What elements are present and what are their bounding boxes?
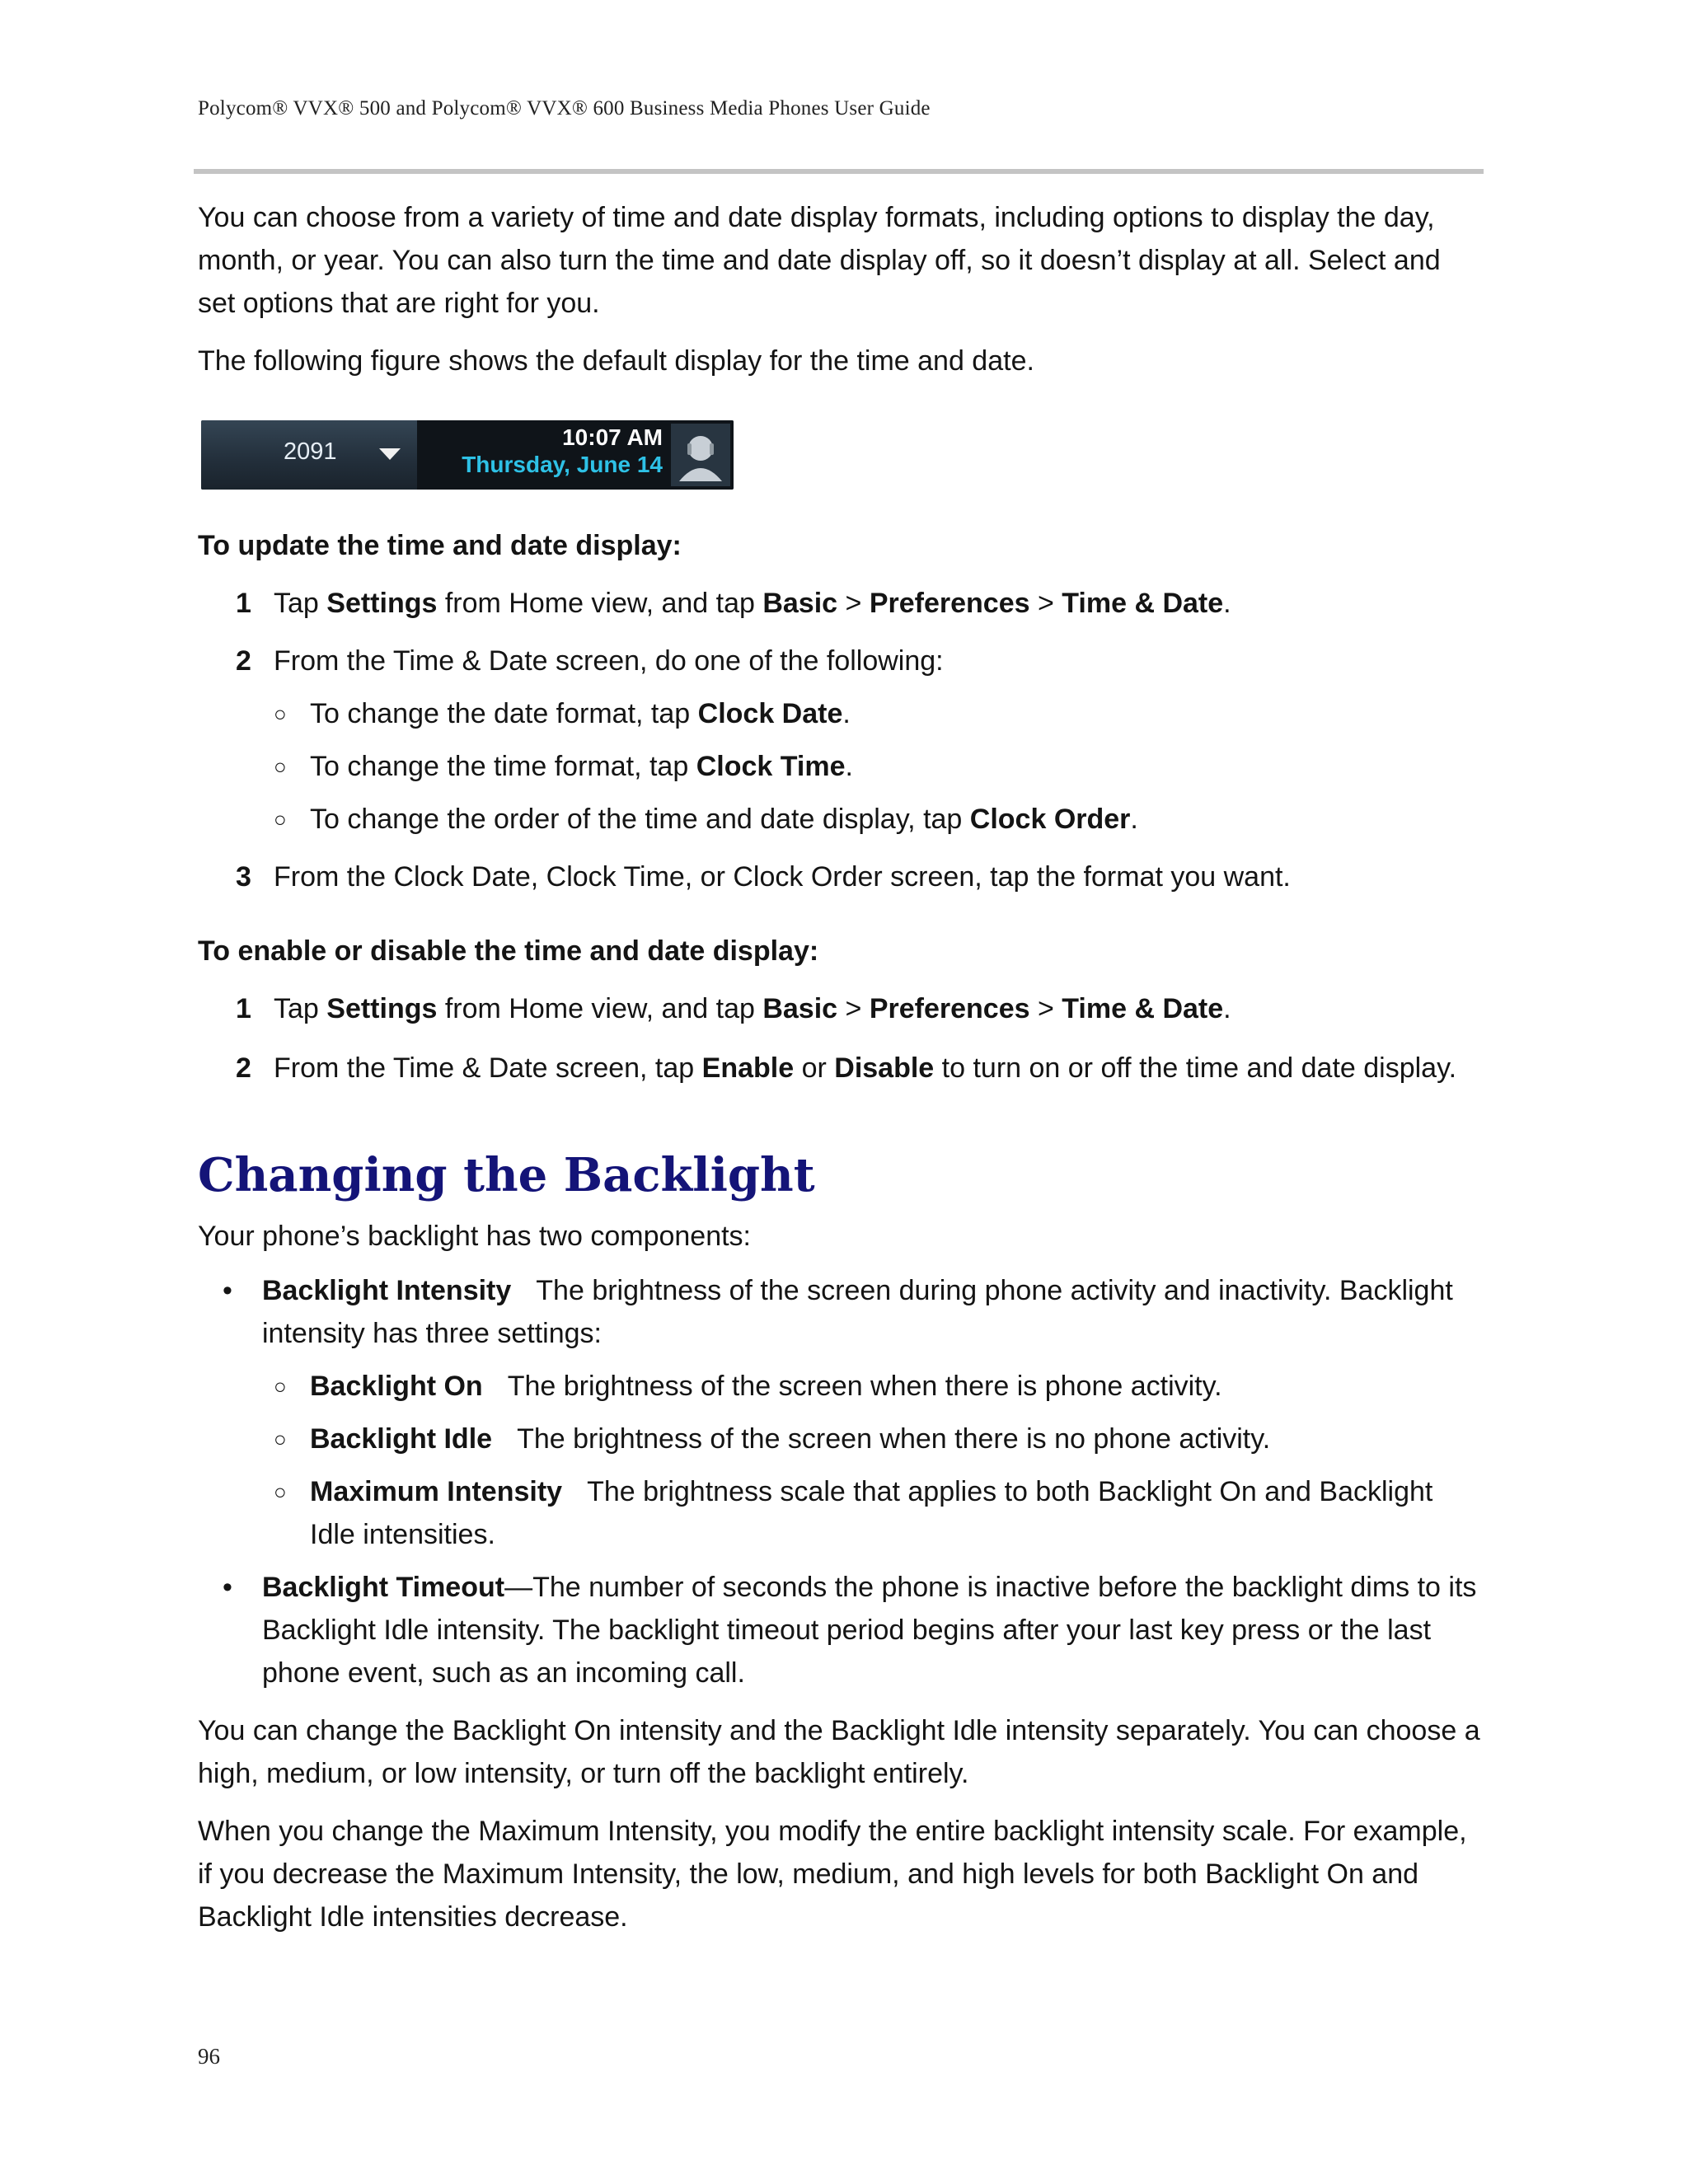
step-number: 1 xyxy=(236,588,251,619)
contact-avatar-icon xyxy=(671,424,730,486)
intro-paragraph: You can choose from a variety of time and date display formats, including options to display the day, month, or year. You can also turn the time and date display off, so it doesn’t display at all. Select and set options that are right for you. xyxy=(198,202,1441,319)
step-text: or xyxy=(794,1052,835,1084)
term: Backlight On xyxy=(310,1371,483,1402)
step-text: from Home view, and tap xyxy=(437,993,763,1024)
settings-label: Settings xyxy=(326,993,438,1024)
step-number: 2 xyxy=(236,645,251,677)
substep-text: To change the date format, tap xyxy=(310,698,698,729)
substep-text: To change the time format, tap xyxy=(310,751,696,782)
time-date-label: Time & Date xyxy=(1062,588,1224,619)
step-text: From the Time & Date screen, do one of the following: xyxy=(274,645,944,677)
bullet-icon: • xyxy=(223,1572,232,1603)
circle-bullet-icon: ○ xyxy=(274,807,287,832)
separator: > xyxy=(1029,993,1062,1024)
header-rule xyxy=(194,169,1484,174)
chevron-down-icon xyxy=(379,448,401,460)
step-text: . xyxy=(1223,993,1231,1024)
term: Backlight Timeout xyxy=(262,1572,505,1603)
definition: The brightness of the screen when there is no phone activity. xyxy=(517,1423,1271,1455)
update-substep-clock-date xyxy=(198,692,1484,735)
term: Backlight Intensity xyxy=(262,1275,512,1306)
step-text: Tap xyxy=(274,993,327,1024)
enable-step-2 xyxy=(198,1047,1484,1090)
step-text: Tap xyxy=(274,588,327,619)
definition: —The number of seconds the phone is inactive before the backlight dims to its Backlight Idle intensity. The backlight timeout period begins after your last key press or the last phone event, such as an incoming call. xyxy=(262,1572,1477,1689)
separator: > xyxy=(1029,588,1062,619)
step-number: 1 xyxy=(236,993,251,1024)
bullet-backlight-timeout xyxy=(198,1566,1484,1694)
substep-text: . xyxy=(1130,804,1138,835)
subbullet-backlight-idle xyxy=(198,1418,1484,1460)
step-number: 2 xyxy=(236,1052,251,1084)
settings-label: Settings xyxy=(326,588,438,619)
substep-text: . xyxy=(842,698,851,729)
step-text: From the Time & Date screen, tap xyxy=(274,1052,702,1084)
preferences-label: Preferences xyxy=(869,588,1030,619)
update-substep-clock-time xyxy=(198,745,1484,788)
disable-label: Disable xyxy=(834,1052,935,1084)
line-number: 2091 xyxy=(284,438,337,465)
preferences-label: Preferences xyxy=(869,993,1030,1024)
definition: The brightness scale that applies to both Backlight On and Backlight Idle intensities. xyxy=(310,1476,1433,1550)
enable-procedure-heading: To enable or disable the time and date display: xyxy=(198,935,819,967)
circle-bullet-icon: ○ xyxy=(274,754,287,779)
separator: > xyxy=(837,588,870,619)
term: Maximum Intensity xyxy=(310,1476,563,1507)
update-substep-clock-order xyxy=(198,798,1484,841)
update-step-1 xyxy=(198,582,1484,625)
section-heading: Changing the Backlight xyxy=(198,1148,815,1202)
step-text: From the Clock Date, Clock Time, or Clock Order screen, tap the format you want. xyxy=(274,861,1291,893)
separator: > xyxy=(837,993,870,1024)
backlight-intro: Your phone’s backlight has two components: xyxy=(198,1221,752,1252)
page-number: 96 xyxy=(198,2044,220,2069)
enable-step-1 xyxy=(198,987,1484,1030)
time-date-figure xyxy=(201,420,734,490)
status-area xyxy=(417,420,734,490)
step-text: . xyxy=(1223,588,1231,619)
subbullet-backlight-on xyxy=(198,1365,1484,1408)
subbullet-maximum-intensity xyxy=(198,1470,1484,1556)
clock-time-label: Clock Time xyxy=(696,751,846,782)
figure-intro-paragraph: The following figure shows the default display for the time and date. xyxy=(198,345,1034,377)
definition: The brightness of the screen during phone activity and inactivity. Backlight intensity has three settings: xyxy=(262,1275,1453,1349)
circle-bullet-icon: ○ xyxy=(274,1479,287,1504)
bullet-icon: • xyxy=(223,1275,232,1306)
clock-time: 10:07 AM xyxy=(562,424,663,450)
update-step-3 xyxy=(198,855,1484,898)
update-step-2 xyxy=(198,640,1484,682)
enable-label: Enable xyxy=(701,1052,795,1084)
substep-text: To change the order of the time and date display, tap xyxy=(310,804,970,835)
line-key-area xyxy=(201,420,417,490)
step-text: to turn on or off the time and date display. xyxy=(934,1052,1457,1084)
step-text: from Home view, and tap xyxy=(437,588,763,619)
running-header: Polycom® VVX® 500 and Polycom® VVX® 600 Business Media Phones User Guide xyxy=(198,97,931,120)
basic-label: Basic xyxy=(762,588,838,619)
substep-text: . xyxy=(845,751,853,782)
circle-bullet-icon: ○ xyxy=(274,701,287,726)
step-number: 3 xyxy=(236,861,251,893)
update-procedure-heading: To update the time and date display: xyxy=(198,530,682,561)
bullet-backlight-intensity xyxy=(198,1269,1484,1355)
basic-label: Basic xyxy=(762,993,838,1024)
backlight-paragraph-1: You can change the Backlight On intensity and the Backlight Idle intensity separately. You can choose a high, medium, or low intensity, or turn off the backlight entirely. xyxy=(198,1715,1480,1789)
definition: The brightness of the screen when there is phone activity. xyxy=(507,1371,1222,1402)
circle-bullet-icon: ○ xyxy=(274,1374,287,1399)
backlight-paragraph-2: When you change the Maximum Intensity, you modify the entire backlight intensity scale. For example, if you decrease the Maximum Intensity, the low, medium, and high levels for both Backlight On and Backlight Idle intensities decrease. xyxy=(198,1816,1467,1933)
time-date-label: Time & Date xyxy=(1062,993,1224,1024)
circle-bullet-icon: ○ xyxy=(274,1427,287,1451)
clock-date: Thursday, June 14 xyxy=(462,452,663,477)
page-body xyxy=(198,196,1484,1938)
clock-order-label: Clock Order xyxy=(969,804,1131,835)
term: Backlight Idle xyxy=(310,1423,493,1455)
clock-date-label: Clock Date xyxy=(697,698,843,729)
